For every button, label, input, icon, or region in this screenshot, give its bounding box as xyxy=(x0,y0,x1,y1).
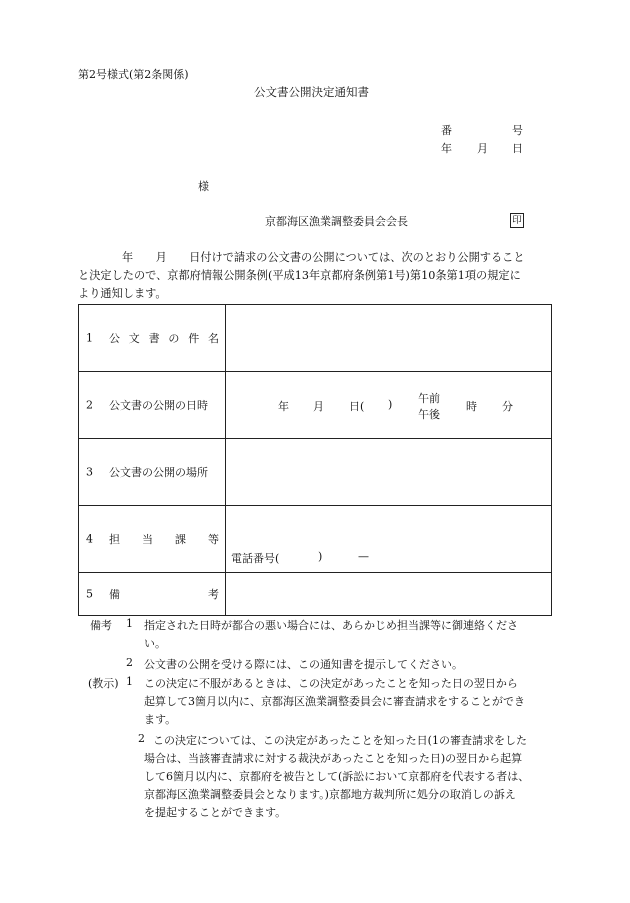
phone-label: 電話番号( xyxy=(231,552,280,565)
row-label-place: 3 公文書の公開の場所 xyxy=(79,439,226,506)
biko-1-line-1: 指定された日時が都合の悪い場合には、あらかじめ担当課等に御連絡くださ xyxy=(144,619,518,632)
table-row xyxy=(79,305,552,372)
table-row xyxy=(79,573,552,616)
biko-1-line-2: い。 xyxy=(144,637,166,650)
kyoji-1-num: 1 xyxy=(126,675,133,688)
kyoji-2-line-2: 場合は、当該審査請求に対する裁決があったことを知った日)の翌日から起算 xyxy=(144,752,523,765)
label-department: 担 当 課 等 xyxy=(109,533,219,546)
row-label-department: 4 担 当 課 等 xyxy=(79,506,226,573)
intro-line-1: 年 月 日付けで請求の公文書の公開については、次のとおり公開すること xyxy=(122,251,525,264)
kyoji-1-line-3: ます。 xyxy=(144,713,177,726)
kyoji-2-num: 2 xyxy=(138,732,145,745)
number-suffix: 号 xyxy=(512,124,523,137)
label-place: 公文書の公開の場所 xyxy=(109,466,208,479)
intro-line-3: より通知します。 xyxy=(78,287,167,300)
biko-2-text: 公文書の公開を受ける際には、この通知書を提示してください。 xyxy=(144,658,463,671)
label-remarks: 備 考 xyxy=(109,588,219,601)
kyoji-2-line-5: を提起することができます。 xyxy=(144,806,287,819)
kyoji-2-line-4: 京都海区漁業調整委員会となります。)京都地方裁判所に処分の取消しの訴え xyxy=(144,788,516,801)
addressee-suffix: 様 xyxy=(198,180,209,193)
row-label-remarks: 5 備 考 xyxy=(79,573,226,616)
biko-1-num: 1 xyxy=(126,617,133,630)
issuer-name: 京都海区漁業調整委員会会長 xyxy=(265,215,408,228)
department-value[interactable] xyxy=(226,506,552,573)
date-month: 月 xyxy=(477,142,488,155)
biko-2-num: 2 xyxy=(126,656,133,669)
remarks-value[interactable] xyxy=(226,573,552,616)
document-title: 公文書公開決定通知書 xyxy=(254,85,369,99)
label-datetime: 公文書の公開の日時 xyxy=(109,399,208,412)
phone-close: ) xyxy=(318,550,323,563)
date-day: 日 xyxy=(512,142,523,155)
kyoji-1-line-2: 起算して3箇月以内に、京都海区漁業調整委員会に審査請求をすることができ xyxy=(144,695,525,708)
kyoji-1-line-1: この決定に不服があるときは、この決定があったことを知った日の翌日から xyxy=(144,677,518,690)
biko-label: 備考 xyxy=(90,619,112,632)
intro-line-2: と決定したので、京都府情報公開条例(平成13年京都府条例第1号)第10条第1項の規定に xyxy=(78,269,521,282)
table-row xyxy=(79,439,552,506)
table-row xyxy=(79,372,552,439)
row-label-datetime: 2 公文書の公開の日時 xyxy=(79,372,226,439)
number-label: 番 xyxy=(441,124,452,137)
form-number: 第2号様式(第2条関係) xyxy=(78,68,189,81)
kyoji-2-line-1: この決定については、この決定があったことを知った日(1の審査請求をした xyxy=(153,734,527,747)
place-value[interactable] xyxy=(226,439,552,506)
datetime-value[interactable]: 年 月 日( ) 午前 午後 時 分 xyxy=(226,372,552,439)
row-label-subject: 1 公 文 書 の 件 名 xyxy=(79,305,226,372)
subject-value[interactable] xyxy=(226,305,552,372)
kyoji-label: (教示) xyxy=(88,677,119,690)
table-row xyxy=(79,506,552,573)
notice-table xyxy=(78,304,552,616)
kyoji-2-line-3: して6箇月以内に、京都府を被告として(訴訟において京都府を代表する者は、 xyxy=(144,770,530,783)
date-year: 年 xyxy=(441,142,452,155)
phone-dash: — xyxy=(358,550,369,563)
label-subject: 公 文 書 の 件 名 xyxy=(109,332,219,345)
seal-mark: 印 xyxy=(510,213,524,228)
